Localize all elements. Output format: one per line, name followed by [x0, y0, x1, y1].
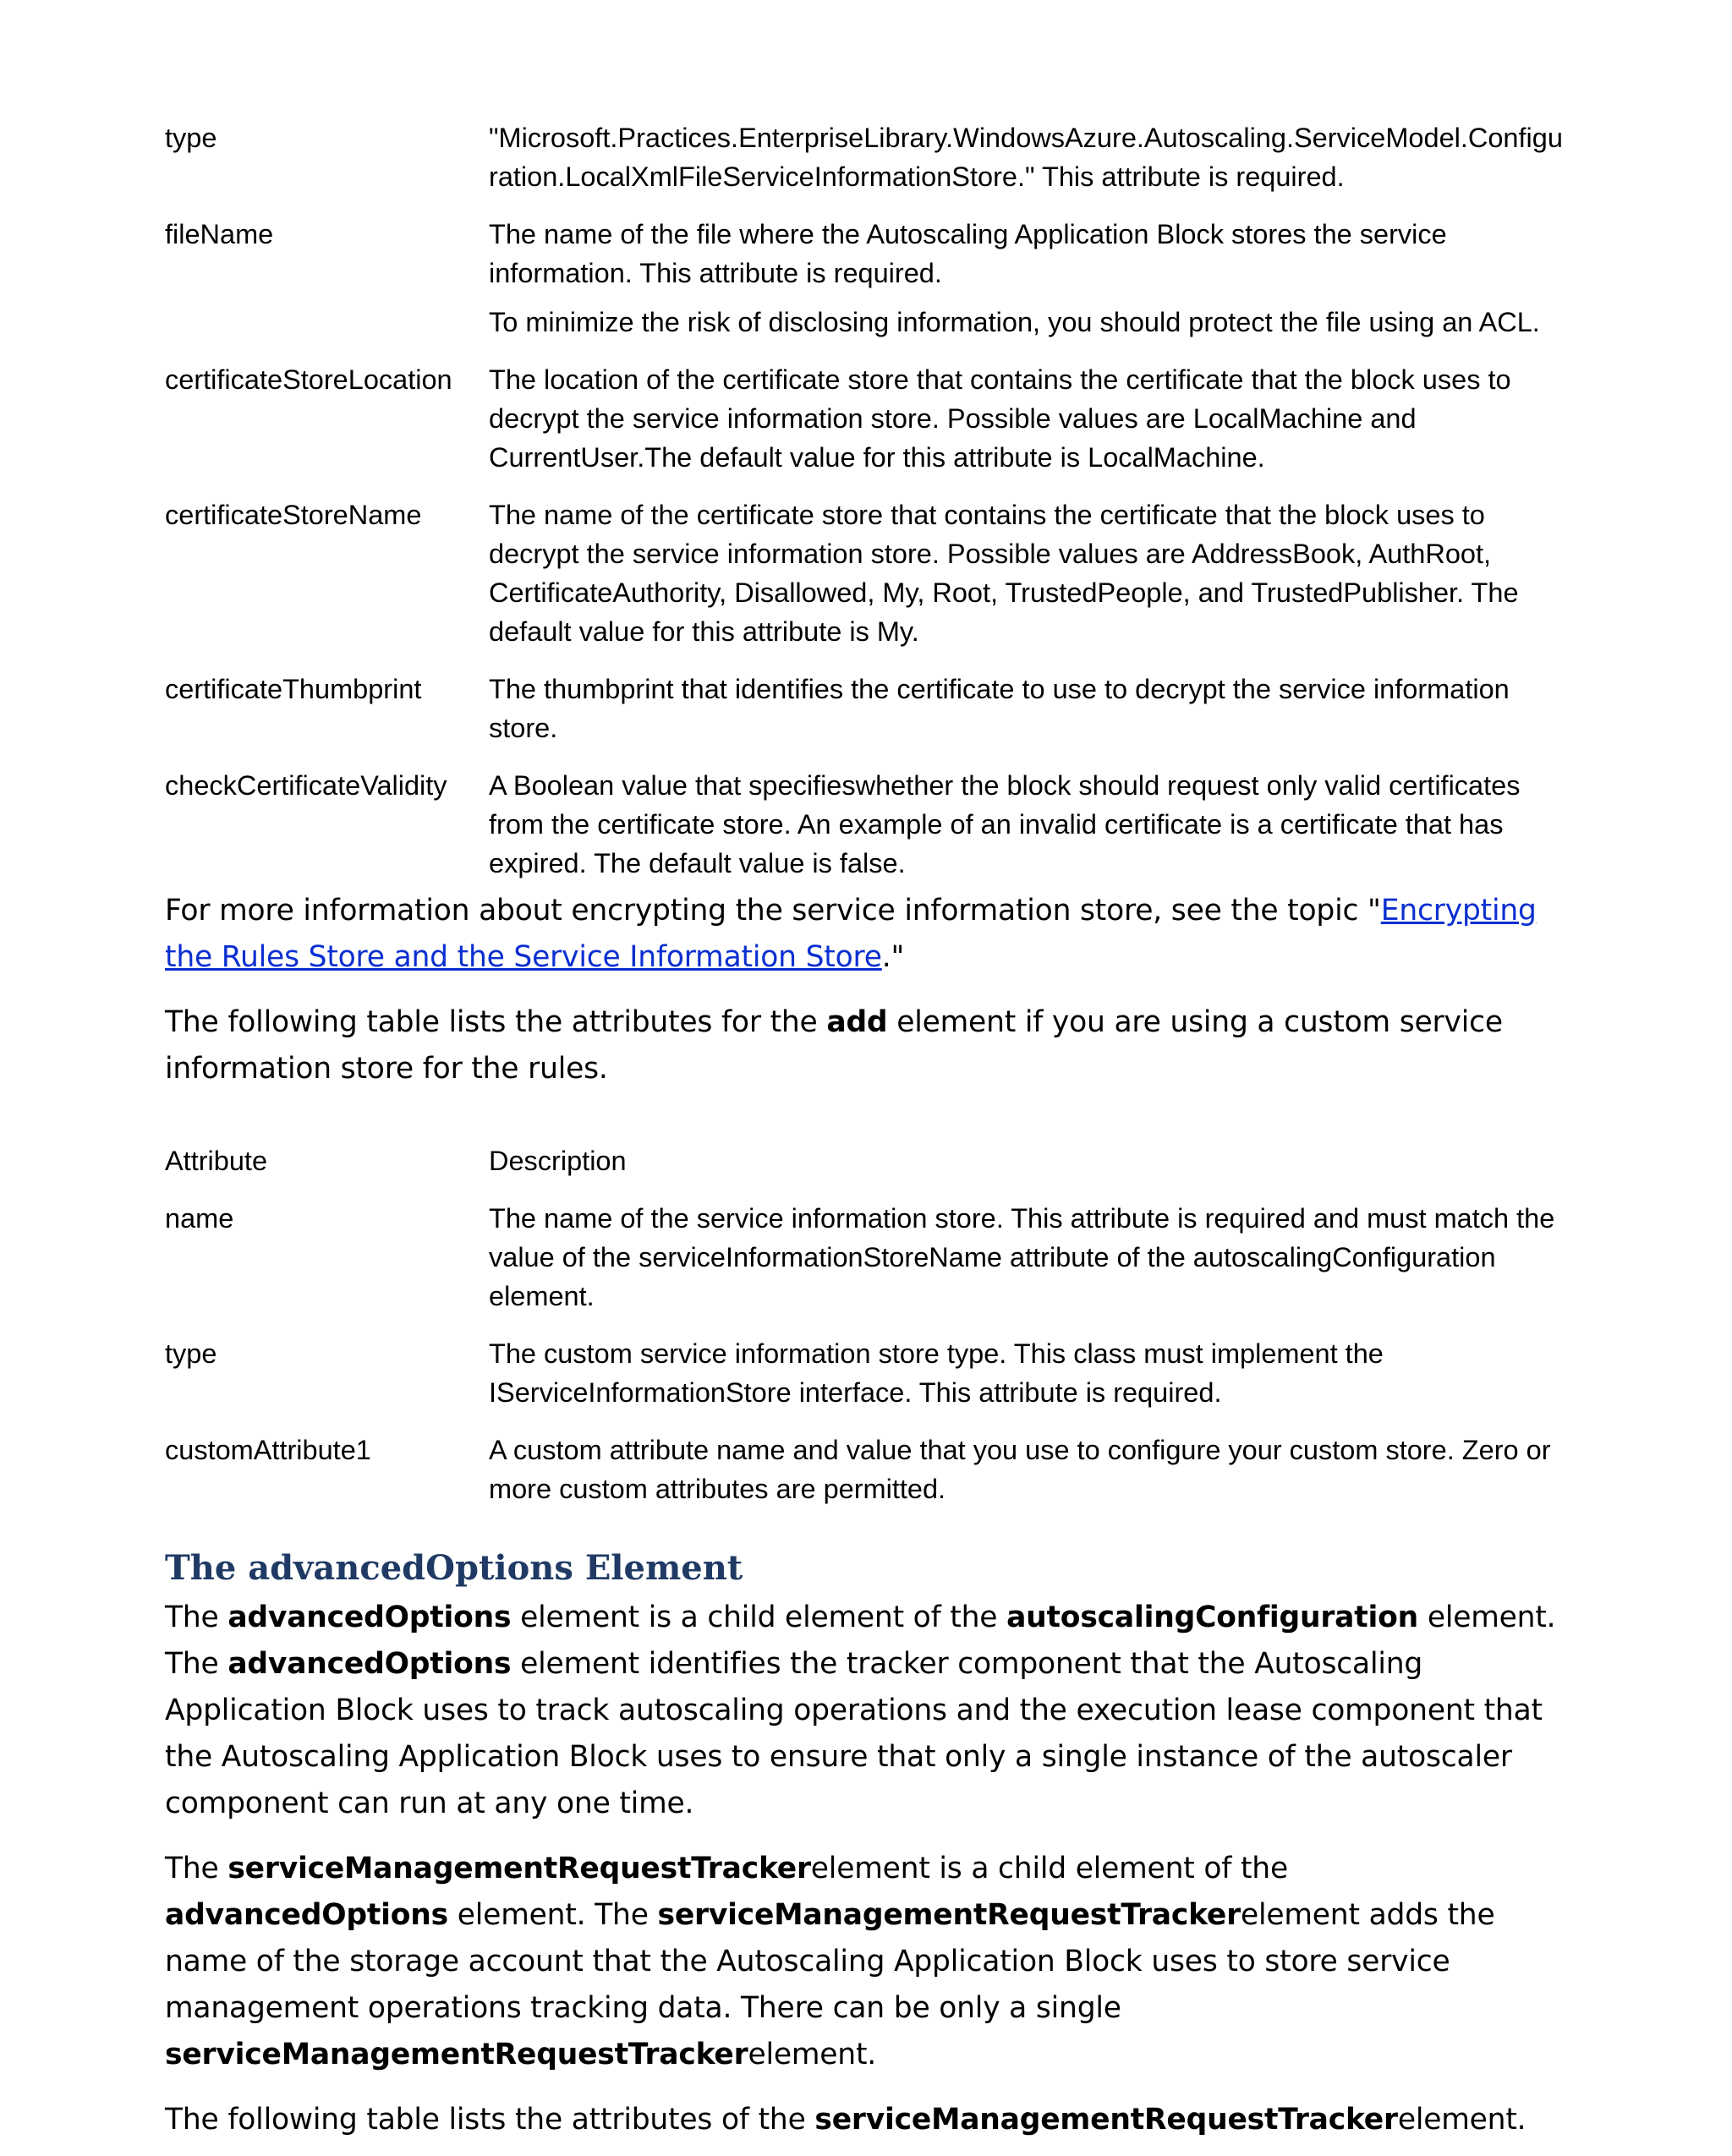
element-name: autoscalingConfiguration: [1006, 1601, 1419, 1634]
description-text: The location of the certificate store that contains the certificate that the block uses to decrypt the service information store. Possible values are LocalMachine and CurrentUser.The default value for this attribute is LocalMachine.: [489, 364, 1511, 473]
attribute-description: [489, 215, 1569, 342]
more-info-prefix: For more information about encrypting the service information store, see the topic ": [165, 894, 1381, 928]
table-row: [165, 1334, 1569, 1412]
column-header-attribute: Attribute: [165, 1146, 268, 1176]
text: The following table lists the attributes of the: [165, 2103, 815, 2137]
more-info-suffix: .": [881, 940, 905, 974]
attribute-name: customAttribute1: [165, 1435, 371, 1465]
text: element identifies the tracker component that the Autoscaling Application Block uses to track autoscaling operations and the execution lease component that the Autoscaling Application Block uses to ensure that only a single instance of the autoscaler component can run at any one time.: [165, 1647, 1543, 1820]
advanced-options-paragraph: [165, 1595, 1569, 1827]
tracker-table-intro-paragraph: [165, 2097, 1569, 2143]
local-store-attributes-table: [165, 118, 1569, 883]
table-header-row: [165, 1141, 1569, 1180]
element-name: serviceManagementRequestTracker: [814, 2103, 1398, 2137]
encrypting-topic-link[interactable]: Encrypting the Rules Store and the Service Information Store: [165, 894, 1537, 974]
attribute-name: certificateStoreLocation: [165, 364, 452, 395]
table-row: [165, 495, 1569, 651]
attribute-name: checkCertificateValidity: [165, 770, 447, 801]
add-element-name: add: [826, 1005, 888, 1039]
table-row: [165, 766, 1569, 883]
attribute-name: certificateStoreName: [165, 500, 422, 530]
text: The: [165, 1852, 228, 1885]
description-note: To minimize the risk of disclosing information, you should protect the file using an ACL.: [489, 307, 1540, 337]
description-text: The name of the certificate store that contains the certificate that the block uses to decrypt the service information store. Possible values are AddressBook, AuthRoot, CertificateAuthority, Disallowed, My, Root, TrustedPeople, and TrustedPublisher. The default value for this attribute is My.: [489, 500, 1519, 647]
page-content: [165, 118, 1569, 2143]
attribute-description: [489, 670, 1569, 747]
table-row: [165, 360, 1569, 477]
request-tracker-paragraph: [165, 1846, 1569, 2078]
description-text: "Microsoft.Practices.EnterpriseLibrary.WindowsAzure.Autoscaling.ServiceModel.Configuration.LocalXmlFileServiceInformationStore." This attribute is required.: [489, 123, 1563, 192]
table-row: [165, 670, 1569, 747]
element-name: advancedOptions: [227, 1647, 512, 1681]
table-row: [165, 1431, 1569, 1508]
intro-text: element if you are using a custom service information store for the rules.: [165, 1005, 1503, 1086]
attribute-name: name: [165, 1203, 234, 1234]
attribute-description: [489, 495, 1569, 651]
more-info-paragraph: [165, 888, 1569, 981]
text: The: [165, 1601, 228, 1634]
text: element.: [748, 2038, 877, 2071]
text: element adds the name of the storage account that the Autoscaling Application Block uses to store service management operations tracking data. There can be only a single: [165, 1898, 1495, 2025]
element-name: advancedOptions: [227, 1601, 512, 1634]
attribute-name: fileName: [165, 219, 274, 249]
description-text: The name of the file where the Autoscaling Application Block stores the service information. This attribute is required.: [489, 219, 1447, 288]
description-text: The thumbprint that identifies the certificate to use to decrypt the service information store.: [489, 674, 1510, 743]
attribute-description: [489, 766, 1569, 883]
attribute-description: The custom service information store type. This class must implement the IServiceInformationStore interface. This attribute is required.: [489, 1338, 1384, 1408]
element-name: advancedOptions: [165, 1898, 448, 1932]
text: element. The: [448, 1898, 658, 1932]
attribute-description: A custom attribute name and value that you use to configure your custom store. Zero or more custom attributes are permitted.: [489, 1435, 1551, 1504]
attribute-description: [489, 118, 1569, 196]
text: element is a child element of the: [810, 1852, 1288, 1885]
column-header-description: Description: [489, 1146, 627, 1176]
custom-store-attributes-table: [165, 1141, 1569, 1508]
attribute-description: [489, 360, 1569, 477]
attribute-description: The name of the service information store. This attribute is required and must match the value of the serviceInformationStoreName attribute of the autoscalingConfiguration element.: [489, 1203, 1555, 1311]
text: element. The: [165, 1601, 1556, 1681]
element-name: serviceManagementRequestTracker: [657, 1898, 1241, 1932]
attribute-name: type: [165, 1338, 217, 1369]
text: element is a child element of the: [511, 1601, 1007, 1634]
attribute-name: certificateThumbprint: [165, 674, 422, 704]
element-name: serviceManagementRequestTracker: [227, 1852, 811, 1885]
custom-store-intro-paragraph: [165, 999, 1569, 1092]
text: element.: [1397, 2103, 1526, 2137]
table-row: [165, 118, 1569, 196]
intro-text: The following table lists the attributes for the: [165, 1005, 827, 1039]
attribute-name: type: [165, 123, 217, 153]
element-name: serviceManagementRequestTracker: [165, 2038, 748, 2071]
table-row: [165, 215, 1569, 342]
table-row: [165, 1199, 1569, 1316]
section-heading: The advancedOptions Element: [165, 1548, 743, 1588]
description-text: A Boolean value that specifieswhether the block should request only valid certificates from the certificate store. An example of an invalid certificate is a certificate that has expired. The default value is false.: [489, 770, 1521, 878]
